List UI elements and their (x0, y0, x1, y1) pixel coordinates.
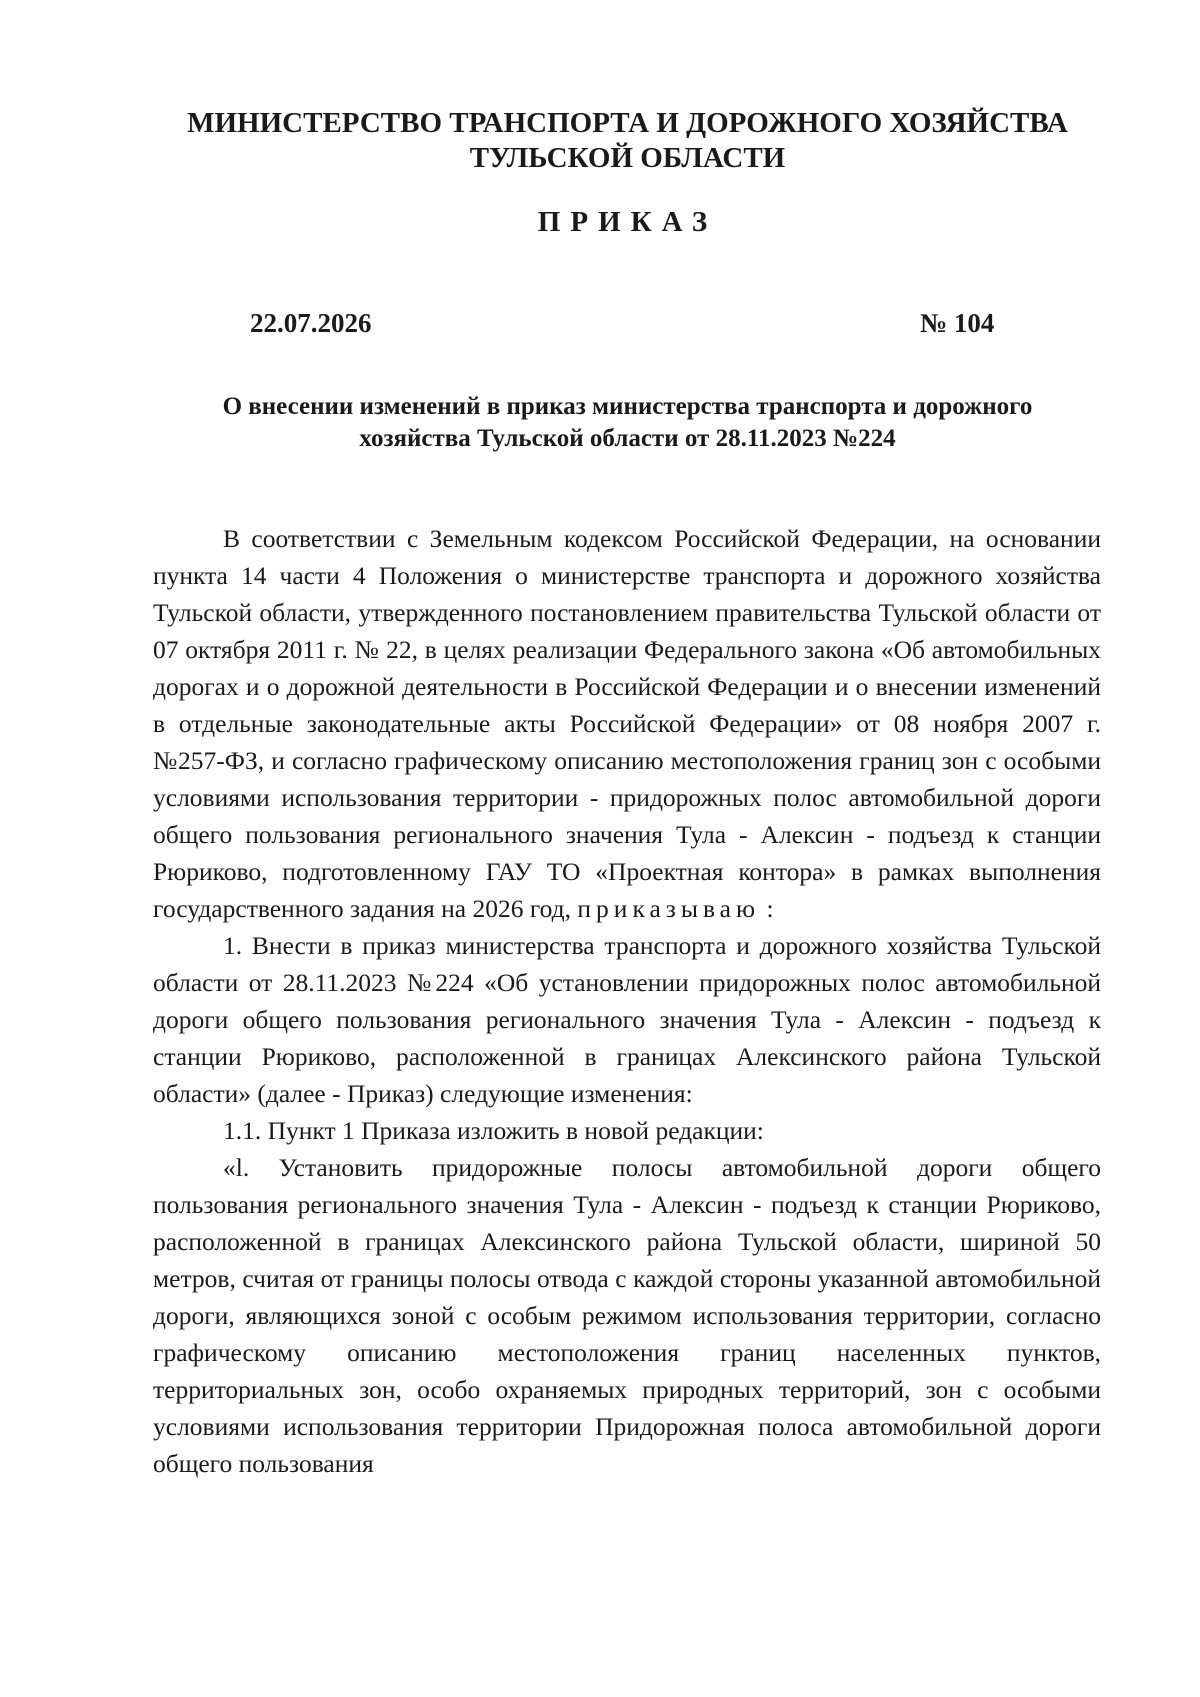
document-date: 22.07.2026 (250, 308, 372, 338)
document-subject-line-1: О внесении изменений в приказ министерства транспорта и дорожного (222, 393, 1033, 420)
ministry-title (150, 106, 1105, 176)
document-subject (150, 391, 1105, 455)
clause-1-paragraph: 1. Внести в приказ министерства транспорта и дорожного хозяйства Тульской области от 28.11.2023 №224 «Об установлении придорожных полос автомобильной дороги общего пользования регионального значения Тула - Алексин - подъезд к станции Рюриково, расположенной в границах Алексинского района Тульской области» (далее - Приказ) следующие изменения: (153, 931, 1101, 1108)
preamble-text: В соответствии с Земельным кодексом Российской Федерации, на основании пункта 14 части 4 Положения о министерстве транспорта и дорожного хозяйства Тульской области, утвержденного постановлением правительства Тульской области от 07 октября 2011 г. № 22, в целях реализации Федерального закона «Об автомобильных дорогах и о дорожной деятельности в Российской Федерации и о внесении изменений в отдельные законодательные акты Российской Федерации» от 08 ноября 2007 г. №257-ФЗ, и согласно графическому описанию местоположения границ зон с особыми условиями использования территории - придорожных полос автомобильной дороги общего пользования регионального значения Тула - Алексин - подъезд к станции Рюриково, подготовленному ГАУ ТО «Проектная контора» в рамках выполнения государственного задания на 2026 год, (153, 524, 1101, 923)
document-subject-line-2: хозяйства Тульской области от 28.11.2023 №224 (359, 425, 896, 452)
preamble-paragraph (153, 520, 1101, 927)
ministry-title-line-1: МИНИСТЕРСТВО ТРАНСПОРТА И ДОРОЖНОГО ХОЗЯЙСТВА (187, 107, 1068, 139)
document-number: № 104 (920, 308, 995, 338)
document-type-heading: ПРИКАЗ (537, 206, 718, 238)
order-word: приказываю (577, 894, 761, 923)
order-colon: : (760, 894, 774, 923)
ministry-title-line-2: ТУЛЬСКОЙ ОБЛАСТИ (469, 142, 786, 174)
new-wording-paragraph: «l. Установить придорожные полосы автомобильной дороги общего пользования регионального значения Тула - Алексин - подъезд к станции Рюриково, расположенной в границах Алексинского района Тульской области, шириной 50 метров, считая от границы полосы отвода с каждой стороны указанной автомобильной дороги, являющихся зоной с особым режимом использования территории, согласно графическому описанию местоположения границ населенных пунктов, территориальных зон, особо охраняемых природных территорий, зон с особыми условиями использования территории Придорожная полоса автомобильной дороги общего пользования (153, 1153, 1101, 1478)
document-body (153, 520, 1101, 1482)
clause-1-1-paragraph: 1.1. Пункт 1 Приказа изложить в новой редакции: (223, 1116, 764, 1145)
